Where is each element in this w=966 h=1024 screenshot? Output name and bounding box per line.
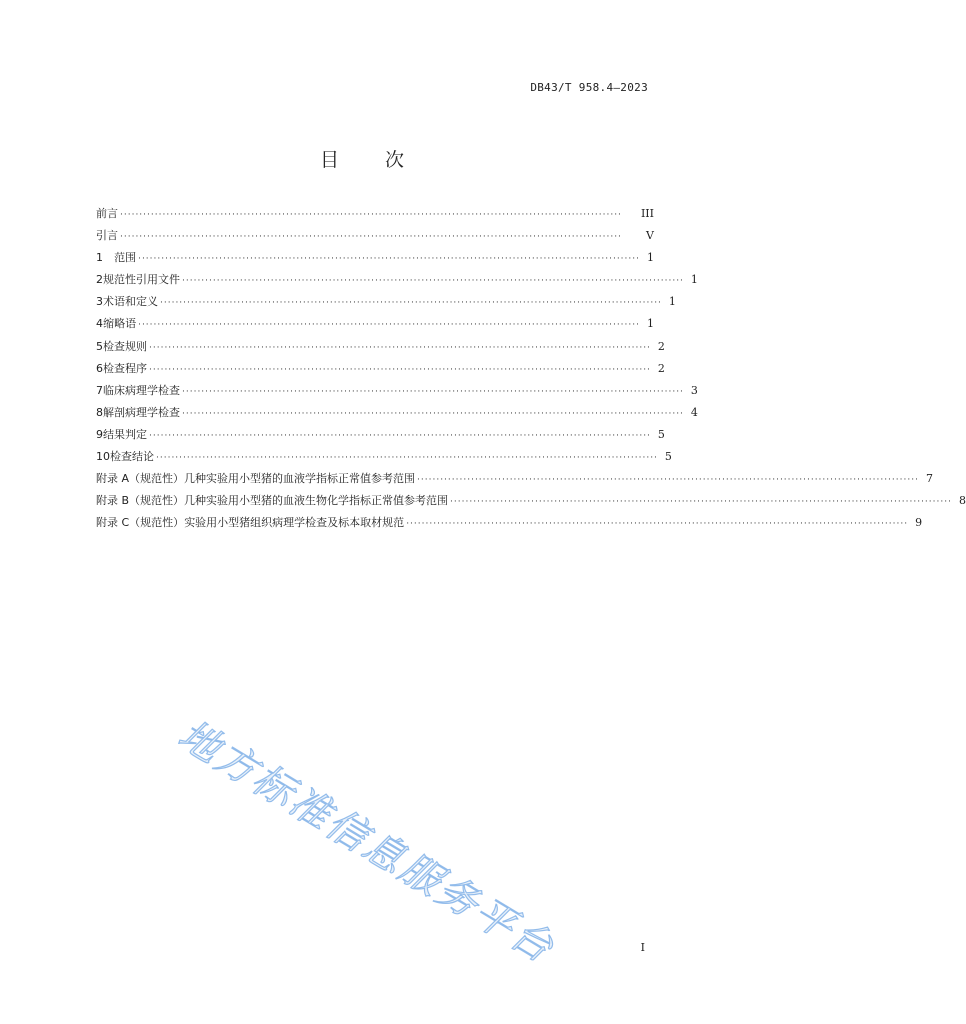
annex-label: 附录 A（规范性） [96,472,185,486]
toc-entry-number: 1 [96,251,103,265]
dot-leader: ·································································································································· [149,364,651,375]
toc-entry-number: 10 [96,450,110,464]
annex-title: 实验用小型猪组织病理学检查及标本取材规范 [184,516,405,530]
toc-annex-a[interactable] [96,468,933,490]
toc-list [96,203,966,534]
toc-entry-page: 9 [915,516,923,530]
toc-entry-page: 8 [958,494,966,508]
toc-entry-number: 5 [96,339,103,353]
toc-entry-foreword[interactable] [96,203,654,225]
toc-entry-label: 检查结论 [110,450,154,464]
dot-leader: ·································································································································· [406,519,909,530]
toc-entry-number: 6 [96,361,103,375]
toc-entry-4[interactable] [96,313,654,335]
toc-entry-label: 解剖病理学检查 [103,405,180,419]
toc-entry-page: V [646,229,654,243]
toc-entry-9[interactable] [96,424,665,446]
annex-label: 附录 C（规范性） [96,516,185,530]
toc-entry-number: 3 [96,295,103,309]
annex-title: 几种实验用小型猪的血液学指标正常值参考范围 [184,472,416,486]
toc-entry-page: 1 [647,251,654,265]
toc-annex-c[interactable] [96,512,923,534]
toc-entry-page: 5 [664,450,672,464]
toc-entry-label: 临床病理学检查 [103,383,180,397]
toc-entry-5[interactable] [96,336,665,358]
toc-entry-label: 术语和定义 [103,295,158,309]
dot-leader: ·································································································································· [160,298,662,309]
toc-entry-page: 3 [690,383,698,397]
dot-leader: ·································································································································· [120,232,622,243]
annex-label: 附录 B（规范性） [96,494,185,508]
toc-entry-6[interactable] [96,358,665,380]
toc-entry-page: 1 [668,295,676,309]
dot-leader: ·································································································································· [138,320,640,331]
toc-entry-label: 缩略语 [103,317,137,331]
toc-entry-introduction[interactable] [96,225,654,247]
toc-entry-page: 7 [925,472,933,486]
dot-leader: ·································································································································· [182,408,684,419]
toc-entry-label: 规范性引用文件 [103,273,180,287]
toc-entry-number: 4 [96,317,103,331]
page-number: I [640,941,645,954]
doc-code: DB43/T 958.4—2023 [530,81,648,94]
dot-leader: ·································································································································· [120,210,622,220]
dot-leader: ·································································································································· [149,430,651,441]
toc-entry-label: 检查规则 [103,339,147,353]
toc-entry-page: 1 [647,317,654,331]
dot-leader: ·································································································································· [417,475,919,486]
toc-entry-page: 2 [657,361,665,375]
toc-entry-label: 检查程序 [103,361,147,375]
dot-leader: ·································································································································· [182,276,684,287]
toc-entry-number: 8 [96,405,103,419]
toc-entry-page: 2 [657,339,665,353]
toc-entry-10[interactable] [96,446,672,468]
watermark: 地方标准信息服务平台 [170,711,563,973]
toc-entry-page: 5 [657,427,665,441]
toc-entry-page: 4 [690,405,698,419]
toc-entry-label: 引言 [96,229,118,243]
dot-leader: ·································································································································· [182,386,684,397]
toc-entry-label: 前言 [96,207,118,220]
toc-entry-page: III [640,207,654,220]
toc-entry-8[interactable] [96,402,698,424]
toc-entry-page: 1 [690,273,698,287]
toc-entry-label: 结果判定 [103,427,147,441]
dot-leader: ·································································································································· [156,453,658,464]
annex-title: 几种实验用小型猪的血液生物化学指标正常值参考范围 [184,494,449,508]
toc-entry-label: 范围 [114,251,137,265]
dot-leader: ·································································································································· [138,254,640,265]
toc-title [0,145,724,172]
toc-title-right: 次 [385,149,405,171]
toc-title-left: 目 [319,149,339,171]
toc-entry-2[interactable] [96,269,698,291]
toc-entry-1[interactable] [96,247,654,269]
toc-entry-number: 2 [96,273,103,287]
toc-entry-7[interactable] [96,380,698,402]
dot-leader: ·································································································································· [149,342,651,353]
toc-entry-3[interactable] [96,291,676,313]
dot-leader: ·································································································································· [450,497,952,508]
toc-annex-b[interactable] [96,490,966,512]
toc-entry-number: 7 [96,383,103,397]
toc-entry-number: 9 [96,427,103,441]
